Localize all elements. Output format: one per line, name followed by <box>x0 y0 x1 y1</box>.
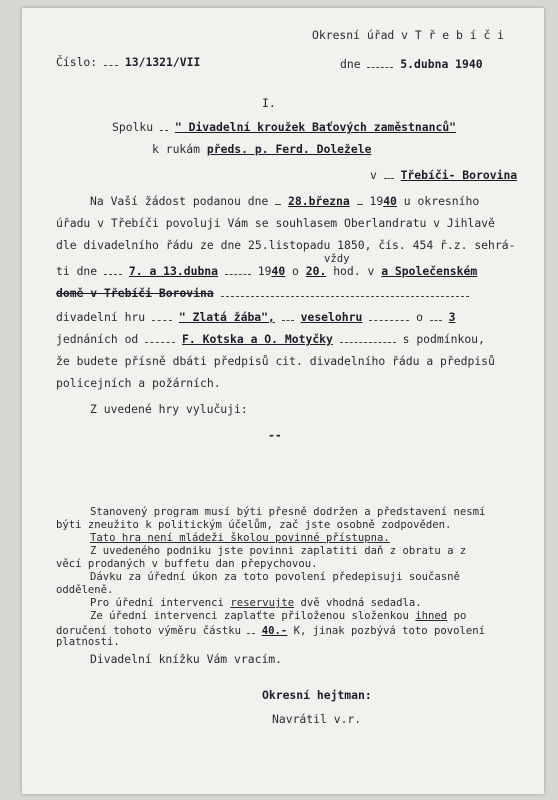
section-number: I. <box>262 96 276 110</box>
body-line-8: že budete přísně dbáti předpisů cit. divadelního řádu a předpisů <box>56 354 495 368</box>
issue-date <box>340 57 483 71</box>
signature-title: Okresní hejtman: <box>262 688 372 702</box>
body-line-6: divadelní hru " Zlatá žába", veselohru o 3 <box>56 310 456 324</box>
spolku-value: " Divadelní kroužek Baťových zaměstnanců" <box>174 120 457 134</box>
signature-name: Navrátil v.r. <box>272 712 362 726</box>
performance-place: a Společenském <box>381 264 478 278</box>
request-date: 28.března <box>288 194 350 208</box>
play-authors: F. Kotska a O. Motyčky <box>182 332 333 346</box>
condition-3a: Z uvedeného podniku jste povinni zaplatiti daň z obratu a z <box>90 545 467 557</box>
condition-9: Divadelní knížku Vám vracím. <box>90 652 283 666</box>
condition-4a: Dávku za úřední úkon za toto povolení předepisuji současně <box>90 571 460 583</box>
condition-7: doručení tohoto výměru částku 40.- K, jinak pozbývá toto povolení <box>56 625 485 637</box>
play-genre: veselohru <box>300 310 363 324</box>
condition-3b: věcí prodaných v buffetu dan přepychovou. <box>56 558 318 570</box>
performance-venue: domě v Třebíči Borovina <box>56 286 214 300</box>
document-sheet <box>22 8 544 794</box>
rukam-line <box>152 142 371 156</box>
excluded-value: -- <box>268 428 282 442</box>
place-line <box>370 168 517 182</box>
reserve-word: reservujte <box>230 597 295 609</box>
body-line-9: policejních a požárních. <box>56 376 221 390</box>
condition-2: Tato hra není mládeži školou povinné přístupna. <box>90 532 390 544</box>
vzdy-annotation: vždy <box>324 253 350 265</box>
reference-number <box>56 55 200 69</box>
cislo-value: 13/1321/VII <box>124 55 201 69</box>
play-acts: 3 <box>448 310 456 324</box>
body-line-1: Na Vaší žádost podanou dne 28.března 1940 u okresního <box>90 194 480 208</box>
body-line-4: ti dne 7. a 13.dubna 1940 o 20. hod. v a Společenském <box>56 264 478 278</box>
body-line-5 <box>56 286 469 300</box>
condition-8: platnosti. <box>56 636 120 648</box>
office-name: Okresní úřad v T ř e b í č i <box>312 28 505 42</box>
body-line-3: dle divadelního řádu ze dne 25.listopadu 1850, čís. 454 ř.z. sehrá- <box>56 238 516 252</box>
condition-1a: Stanovený program musí býti přesně dodržen a představení nesmí <box>90 506 486 518</box>
dne-label: dne <box>340 57 361 71</box>
excluded-label: Z uvedené hry vylučuji: <box>90 402 248 416</box>
cislo-label: Číslo: <box>56 55 98 69</box>
body-line-2: úřadu v Třebíči povoluji Vám se souhlasem Oberlandratu v Jihlavě <box>56 216 495 230</box>
immediately-word: ihned <box>415 610 448 622</box>
dne-value: 5.dubna 1940 <box>400 57 483 71</box>
spolku-line <box>112 120 456 134</box>
performance-dates: 7. a 13.dubna <box>128 264 219 278</box>
rukam-label: k rukám <box>152 142 201 156</box>
condition-5: Pro úřední intervenci reservujte dvě vhodná sedadla. <box>90 597 422 609</box>
place-value: Třebíči- Borovina <box>400 168 518 182</box>
fee-amount: 40.- <box>261 625 288 637</box>
performance-hour: 20. <box>305 264 327 278</box>
body-line-7: jednáních od F. Kotska a O. Motyčky s podmínkou, <box>56 332 485 346</box>
rukam-value: předs. p. Ferd. Doležele <box>206 142 372 156</box>
place-label: v <box>370 168 377 182</box>
condition-4b: odděleně. <box>56 584 114 596</box>
condition-6: Ze úřední intervenci zaplaťte přiloženou složenkou ihned po <box>90 610 467 622</box>
spolku-label: Spolku <box>112 120 154 134</box>
play-title: " Zlatá žába", <box>178 310 275 324</box>
condition-1b: býti zneužito k politickým účelům, zač jste osobně zodpověden. <box>56 519 452 531</box>
